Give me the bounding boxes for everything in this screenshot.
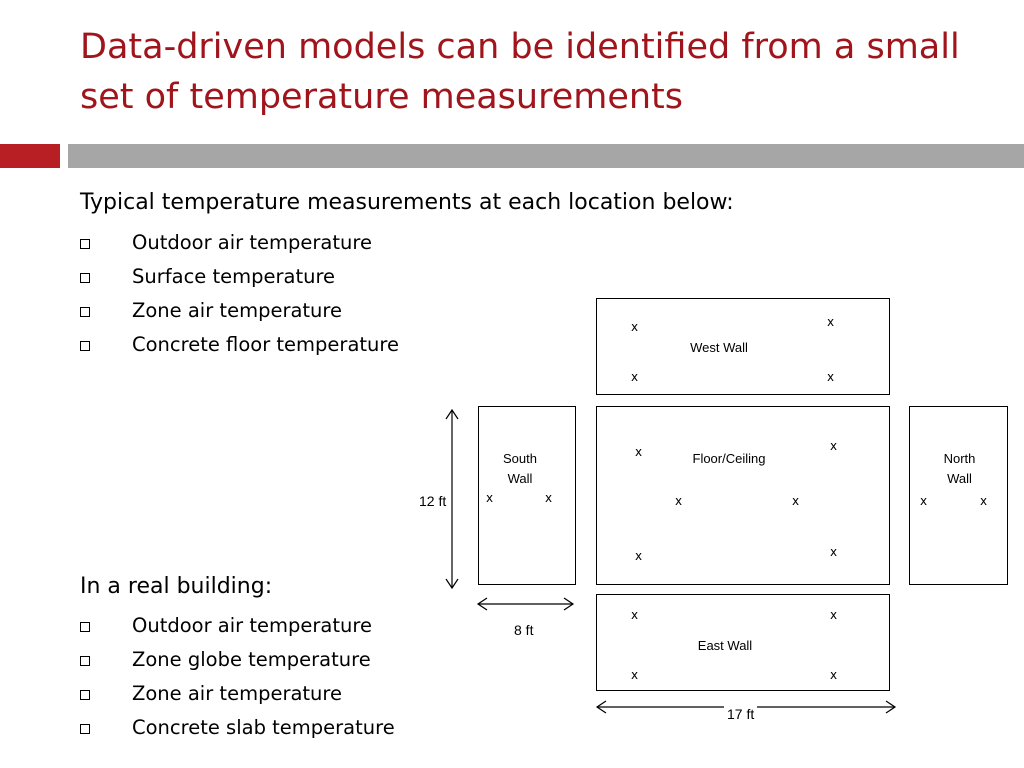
sensor-marker-icon: x xyxy=(675,494,683,508)
list-item: Concrete floor temperature xyxy=(80,328,399,362)
side-width-dimension-label: 8 ft xyxy=(511,622,536,638)
main-width-dimension-label: 17 ft xyxy=(724,706,757,722)
list-item: Outdoor air temperature xyxy=(80,226,399,260)
sensor-marker-icon: x xyxy=(827,315,835,329)
list-item: Zone globe temperature xyxy=(80,643,395,677)
slide-title: Data-driven models can be identified from a small set of temperature measurements xyxy=(80,27,960,117)
sensor-marker-icon: x xyxy=(830,608,838,622)
list-item: Surface temperature xyxy=(80,260,399,294)
section-heading-real-building: In a real building: xyxy=(80,574,273,599)
east-wall-label: East Wall xyxy=(697,638,753,653)
sensor-marker-icon: x xyxy=(792,494,800,508)
sensor-marker-icon: x xyxy=(827,370,835,384)
north-wall-label-line2: Wall xyxy=(947,471,972,486)
sensor-marker-icon: x xyxy=(545,491,553,505)
sensor-marker-icon: x xyxy=(920,494,928,508)
sensor-marker-icon: x xyxy=(830,545,838,559)
list-item: Zone air temperature xyxy=(80,677,395,711)
sensor-marker-icon: x xyxy=(635,549,643,563)
sensor-marker-icon: x xyxy=(830,668,838,682)
list-item: Outdoor air temperature xyxy=(80,609,395,643)
list-item: Concrete slab temperature xyxy=(80,711,395,745)
sensor-marker-icon: x xyxy=(631,668,639,682)
south-wall-label-line1: South xyxy=(503,451,537,466)
sensor-marker-icon: x xyxy=(830,439,838,453)
list-item: Zone air temperature xyxy=(80,294,399,328)
west-wall-label: West Wall xyxy=(690,340,748,355)
height-dimension-label: 12 ft xyxy=(416,493,449,509)
sensor-marker-icon: x xyxy=(635,445,643,459)
north-wall-label-line1: North xyxy=(943,451,976,466)
floor-ceiling-label: Floor/Ceiling xyxy=(692,451,766,466)
south-wall-label-line2: Wall xyxy=(507,471,533,486)
sensor-marker-icon: x xyxy=(486,491,494,505)
sensor-marker-icon: x xyxy=(631,608,639,622)
sensor-marker-icon: x xyxy=(980,494,988,508)
section-heading-typical: Typical temperature measurements at each location below: xyxy=(80,190,734,215)
sensor-marker-icon: x xyxy=(631,370,639,384)
sensor-marker-icon: x xyxy=(631,320,639,334)
